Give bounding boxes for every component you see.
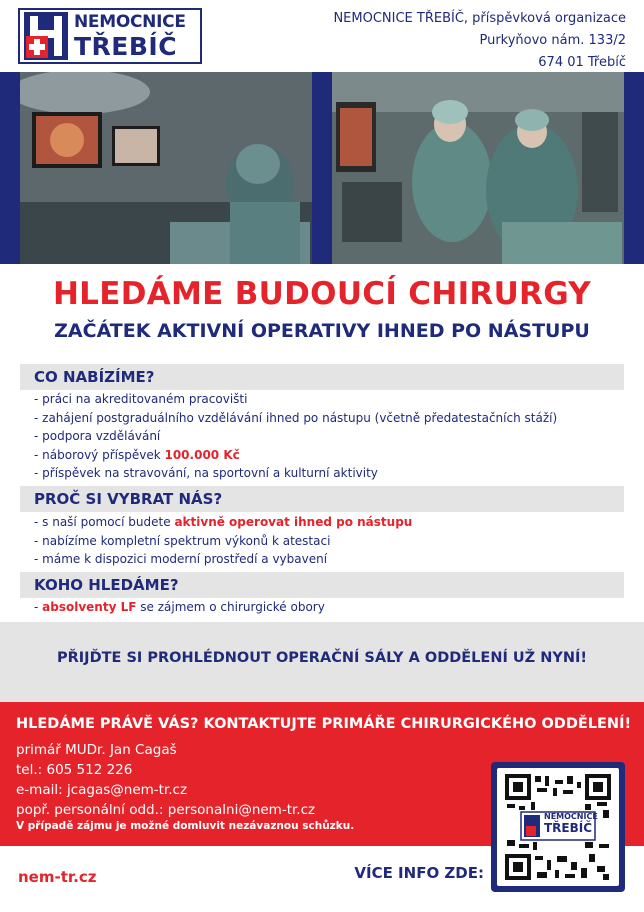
offer-item: - práci na akreditovaném pracovišti	[34, 392, 248, 406]
logo-text	[74, 11, 186, 61]
who-item-suffix: se zájmem o chirurgické obory	[136, 600, 325, 614]
photo-band	[0, 72, 644, 264]
website-link[interactable]: nem-tr.cz	[18, 868, 97, 886]
contact-hr-email[interactable]: popř. personální odd.: personalni@nem-tr.cz	[16, 802, 316, 818]
qr-logo-line1: NEMOCNICE	[544, 812, 598, 821]
contact-name: primář MUDr. Jan Cagaš	[16, 742, 177, 758]
why-item: - máme k dispozici moderní prostředí a vybavení	[34, 552, 328, 566]
logo-line1: NEMOCNICE	[74, 11, 186, 32]
contact-details	[16, 740, 315, 820]
main-headline: HLEDÁME BUDOUCÍ CHIRURGY	[52, 276, 592, 312]
who-list	[34, 598, 624, 617]
address-line-organization: NEMOCNICE TŘEBÍČ, příspěvková organizace	[333, 11, 626, 26]
offer-item: - podpora vzdělávání	[34, 429, 161, 443]
who-item-highlight: absolventy LF	[42, 600, 137, 614]
qr-logo-text	[544, 813, 598, 834]
hospital-address	[333, 8, 626, 74]
operating-room-photo-left	[20, 72, 312, 264]
logo-line2: TŘEBÍČ	[74, 31, 178, 61]
bonus-label: - náborový příspěvek	[34, 447, 165, 462]
sub-headline: ZAČÁTEK AKTIVNÍ OPERATIVY IHNED PO NÁSTUPU	[54, 320, 590, 342]
contact-note: V případě zájmu je možné domluvit nezávaznou schůzku.	[16, 820, 355, 832]
address-line-city: 674 01 Třebíč	[538, 55, 626, 70]
visit-invitation: PŘIJĎTE SI PROHLÉDNOUT OPERAČNÍ SÁLY A ODDĚLENÍ UŽ NYNÍ!	[56, 650, 588, 666]
bonus-amount: 100.000 Kč	[164, 447, 240, 462]
who-heading: KOHO HLEDÁME?	[20, 572, 624, 598]
more-info-label: VÍCE INFO ZDE:	[354, 864, 484, 882]
contact-phone[interactable]: tel.: 605 512 226	[16, 762, 133, 778]
visit-band	[0, 622, 644, 702]
offer-item: - zahájení postgraduálního vzdělávání ihned po nástupu (včetně předatestačních stáží)	[34, 410, 558, 425]
hospital-logo	[18, 8, 202, 64]
why-item-operate	[34, 513, 624, 532]
offer-item: - příspěvek na stravování, na sportovní a kulturní aktivity	[34, 466, 378, 480]
why-heading: PROČ SI VYBRAT NÁS?	[20, 486, 624, 512]
contact-email[interactable]: e-mail: jcagas@nem-tr.cz	[16, 782, 188, 798]
why-item-prefix: - s naší pomocí budete	[34, 515, 175, 529]
operating-room-photo-right	[332, 72, 624, 264]
address-line-street: Purkyňovo nám. 133/2	[479, 33, 626, 48]
qr-code[interactable]	[491, 762, 625, 892]
qr-logo-line2: TŘEBÍČ	[544, 821, 593, 835]
why-list	[34, 513, 624, 569]
hospital-cross-icon	[24, 12, 68, 60]
why-item-highlight: aktivně operovat ihned po nástupu	[174, 515, 413, 529]
contact-heading: HLEDÁME PRÁVĚ VÁS? KONTAKTUJTE PRIMÁŘE CHIRURGICKÉHO ODDĚLENÍ!	[16, 716, 632, 732]
offer-list	[34, 390, 624, 483]
offer-item-bonus	[34, 446, 624, 465]
who-item-prefix: -	[34, 600, 43, 614]
who-item	[34, 598, 624, 617]
why-item: - nabízíme kompletní spektrum výkonů k atestaci	[34, 533, 331, 548]
offer-heading: CO NABÍZÍME?	[20, 364, 624, 390]
